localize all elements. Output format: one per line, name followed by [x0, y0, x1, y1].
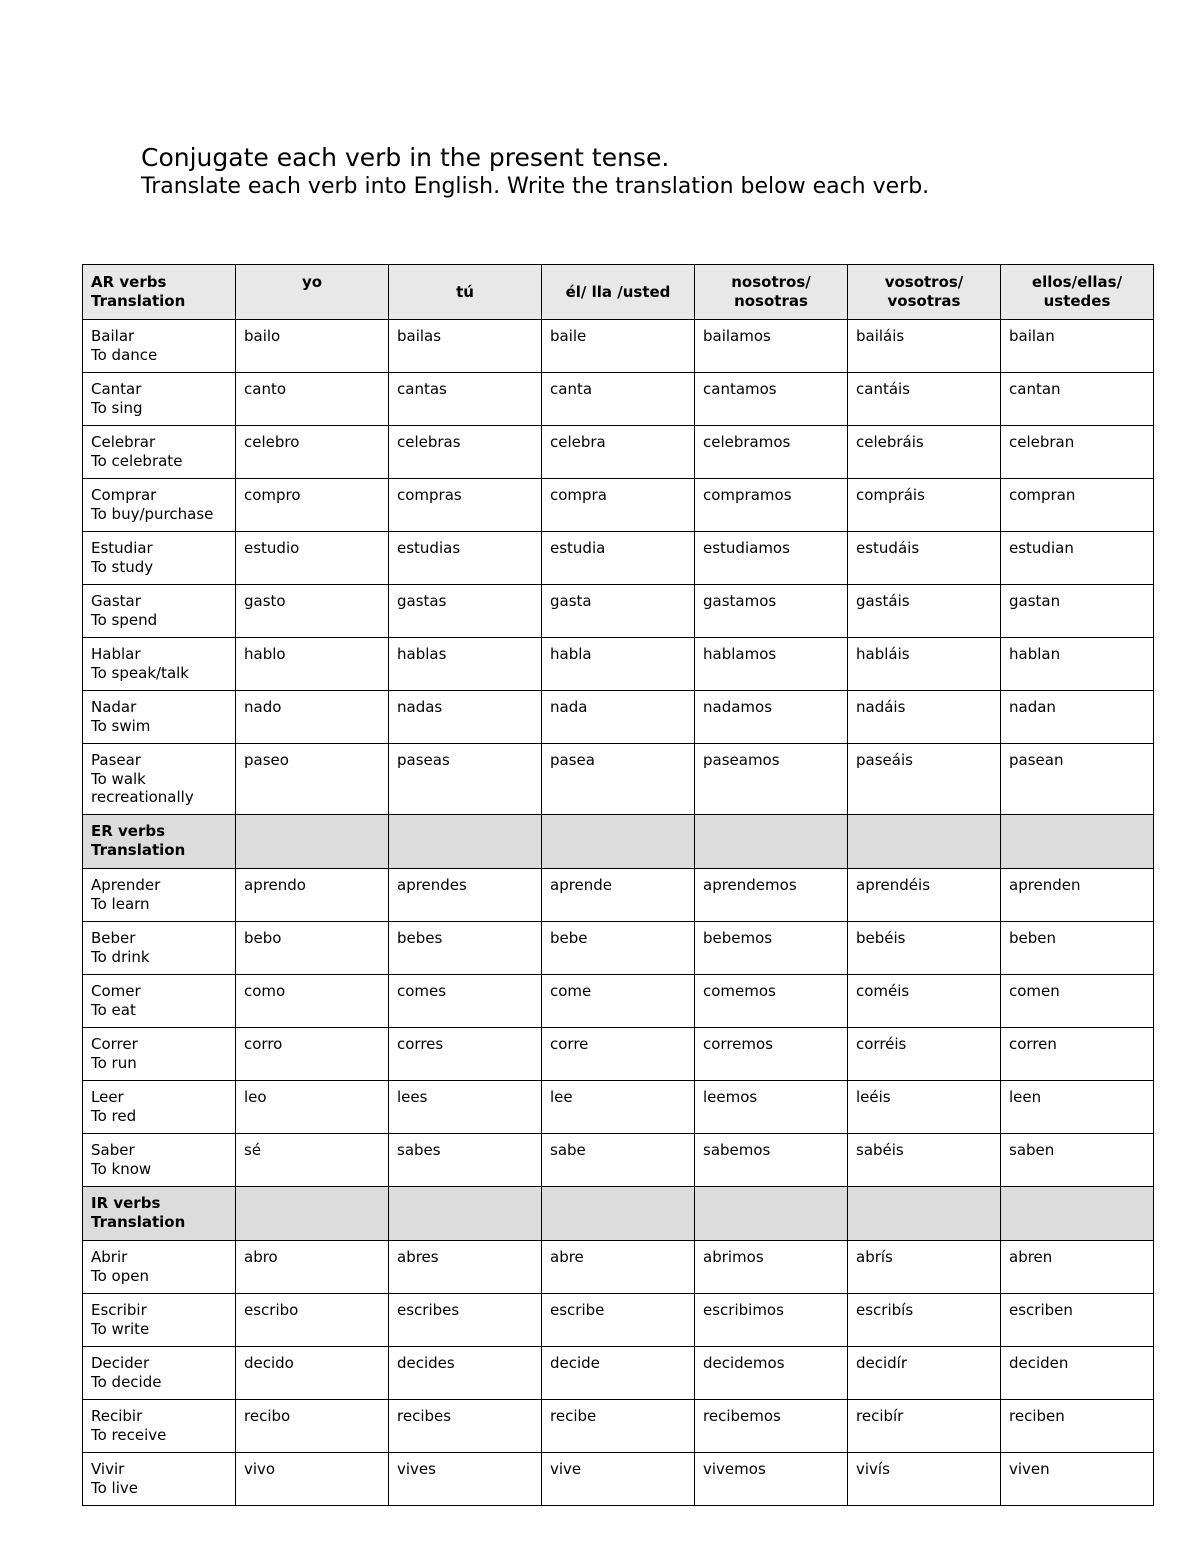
conjugation-cell: como: [236, 975, 389, 1028]
conjugation-cell: corremos: [695, 1028, 848, 1081]
conjugation-cell: recibe: [542, 1400, 695, 1453]
conjugation-cell: gasta: [542, 585, 695, 638]
verb-cell: [83, 638, 236, 691]
conjugation-cell: leo: [236, 1081, 389, 1134]
conjugation-cell: bailo: [236, 320, 389, 373]
conjugation-cell: nadan: [1001, 691, 1154, 744]
verb-cell: [83, 1081, 236, 1134]
conjugation-cell: leen: [1001, 1081, 1154, 1134]
verb-cell: [83, 1400, 236, 1453]
verb-line: To speak/talk: [91, 663, 189, 682]
conjugation-cell: corro: [236, 1028, 389, 1081]
verb-cell: [83, 869, 236, 922]
verb-line: Comprar: [91, 486, 157, 504]
verb-line: To study: [91, 557, 154, 576]
conjugation-cell: abrís: [848, 1241, 1001, 1294]
section-header-row: [83, 815, 1154, 869]
verb-line: To dance: [91, 345, 158, 364]
conjugation-cell: cantamos: [695, 373, 848, 426]
conjugation-cell: aprendemos: [695, 869, 848, 922]
table-row: [83, 1294, 1154, 1347]
conjugation-cell: bailan: [1001, 320, 1154, 373]
conjugation-cell: lee: [542, 1081, 695, 1134]
worksheet-title: Conjugate each verb in the present tense.: [141, 143, 670, 172]
section-blank-cell: [236, 815, 389, 869]
conjugation-cell: aprenden: [1001, 869, 1154, 922]
conjugation-cell: bailáis: [848, 320, 1001, 373]
conjugation-cell: aprende: [542, 869, 695, 922]
conjugation-cell: bailamos: [695, 320, 848, 373]
verb-line: To spend: [91, 610, 158, 629]
conjugation-cell: estudáis: [848, 532, 1001, 585]
verb-line: Pasear: [91, 751, 141, 769]
table-row: [83, 320, 1154, 373]
conjugation-cell: nadamos: [695, 691, 848, 744]
table-row: [83, 532, 1154, 585]
verb-line: Celebrar: [91, 433, 156, 451]
verb-line: To eat: [91, 1000, 136, 1019]
conjugation-cell: habláis: [848, 638, 1001, 691]
conjugation-table: [82, 264, 1154, 1506]
verb-line: Bailar: [91, 327, 135, 345]
conjugation-cell: recibír: [848, 1400, 1001, 1453]
conjugation-cell: saben: [1001, 1134, 1154, 1187]
conjugation-cell: compras: [389, 479, 542, 532]
table-row: [83, 1400, 1154, 1453]
worksheet-subtitle: Translate each verb into English. Write the translation below each verb.: [141, 174, 930, 199]
table-row: [83, 479, 1154, 532]
header-pronoun: [695, 265, 848, 320]
conjugation-cell: nadáis: [848, 691, 1001, 744]
conjugation-cell: corre: [542, 1028, 695, 1081]
table-row: [83, 1453, 1154, 1506]
conjugation-cell: vivo: [236, 1453, 389, 1506]
conjugation-cell: coméis: [848, 975, 1001, 1028]
section-blank-cell: [542, 1187, 695, 1241]
header-line: vosotros/: [884, 273, 964, 291]
conjugation-cell: gasto: [236, 585, 389, 638]
verb-line: Estudiar: [91, 539, 153, 557]
conjugation-cell: bebemos: [695, 922, 848, 975]
conjugation-cell: vivís: [848, 1453, 1001, 1506]
table-row: [83, 1081, 1154, 1134]
table-row: [83, 869, 1154, 922]
conjugation-cell: paseamos: [695, 744, 848, 815]
conjugation-cell: celebras: [389, 426, 542, 479]
conjugation-cell: paseas: [389, 744, 542, 815]
table-row: [83, 1347, 1154, 1400]
verb-line: To buy/purchase: [91, 504, 214, 523]
table-row: [83, 373, 1154, 426]
conjugation-cell: gastamos: [695, 585, 848, 638]
conjugation-cell: come: [542, 975, 695, 1028]
conjugation-cell: beben: [1001, 922, 1154, 975]
conjugation-cell: escribo: [236, 1294, 389, 1347]
verb-cell: [83, 373, 236, 426]
conjugation-cell: lees: [389, 1081, 542, 1134]
conjugation-cell: abre: [542, 1241, 695, 1294]
section-label-line: IR verbs: [91, 1194, 161, 1212]
conjugation-cell: canto: [236, 373, 389, 426]
table-row: [83, 691, 1154, 744]
conjugation-cell: decides: [389, 1347, 542, 1400]
verb-line: To red: [91, 1106, 137, 1125]
conjugation-cell: bebéis: [848, 922, 1001, 975]
section-label-line: Translation: [91, 840, 186, 859]
conjugation-cell: abro: [236, 1241, 389, 1294]
conjugation-cell: aprendéis: [848, 869, 1001, 922]
header-line: Translation: [91, 291, 186, 310]
conjugation-cell: nada: [542, 691, 695, 744]
table-row: [83, 975, 1154, 1028]
section-blank-cell: [848, 815, 1001, 869]
verb-line: To receive: [91, 1425, 167, 1444]
conjugation-cell: estudio: [236, 532, 389, 585]
table-row: [83, 1241, 1154, 1294]
header-line: nosotros/: [731, 273, 811, 291]
verb-line: To write: [91, 1319, 150, 1338]
conjugation-cell: nadas: [389, 691, 542, 744]
conjugation-cell: escribimos: [695, 1294, 848, 1347]
header-line: ellos/ellas/: [1031, 273, 1123, 291]
conjugation-cell: escribes: [389, 1294, 542, 1347]
conjugation-cell: leéis: [848, 1081, 1001, 1134]
conjugation-table-body: [83, 265, 1154, 1506]
verb-line: To swim: [91, 716, 151, 735]
conjugation-cell: leemos: [695, 1081, 848, 1134]
table-row: [83, 1134, 1154, 1187]
conjugation-cell: cantas: [389, 373, 542, 426]
verb-cell: [83, 1241, 236, 1294]
conjugation-cell: decidír: [848, 1347, 1001, 1400]
conjugation-cell: celebráis: [848, 426, 1001, 479]
conjugation-cell: gastas: [389, 585, 542, 638]
conjugation-cell: recibes: [389, 1400, 542, 1453]
conjugation-cell: gastan: [1001, 585, 1154, 638]
verb-line: Cantar: [91, 380, 142, 398]
section-blank-cell: [389, 815, 542, 869]
verb-cell: [83, 1134, 236, 1187]
conjugation-cell: bebes: [389, 922, 542, 975]
section-label: [83, 815, 236, 869]
conjugation-cell: nado: [236, 691, 389, 744]
table-row: [83, 922, 1154, 975]
verb-cell: [83, 1028, 236, 1081]
header-line: tú: [456, 282, 474, 301]
conjugation-cell: corren: [1001, 1028, 1154, 1081]
conjugation-cell: vivemos: [695, 1453, 848, 1506]
verb-line: Correr: [91, 1035, 138, 1053]
header-line: vosotras: [887, 291, 961, 310]
conjugation-cell: sé: [236, 1134, 389, 1187]
verb-line: To sing: [91, 398, 143, 417]
conjugation-cell: bailas: [389, 320, 542, 373]
table-row: [83, 585, 1154, 638]
conjugation-cell: escribís: [848, 1294, 1001, 1347]
verb-line: Hablar: [91, 645, 141, 663]
conjugation-cell: celebramos: [695, 426, 848, 479]
header-pronoun: [1001, 265, 1154, 320]
verb-cell: [83, 1294, 236, 1347]
section-label-line: ER verbs: [91, 822, 166, 840]
conjugation-cell: vives: [389, 1453, 542, 1506]
conjugation-cell: celebran: [1001, 426, 1154, 479]
conjugation-cell: gastáis: [848, 585, 1001, 638]
conjugation-cell: estudian: [1001, 532, 1154, 585]
verb-line: To decide: [91, 1372, 162, 1391]
conjugation-cell: estudiamos: [695, 532, 848, 585]
conjugation-cell: sabéis: [848, 1134, 1001, 1187]
verb-line: To run: [91, 1053, 137, 1072]
conjugation-cell: decido: [236, 1347, 389, 1400]
conjugation-cell: corréis: [848, 1028, 1001, 1081]
verb-line: Escribir: [91, 1301, 147, 1319]
verb-line: To walk: [91, 769, 146, 788]
conjugation-cell: compra: [542, 479, 695, 532]
table-row: [83, 744, 1154, 815]
verb-line: Aprender: [91, 876, 161, 894]
verb-cell: [83, 744, 236, 815]
verb-cell: [83, 691, 236, 744]
conjugation-cell: hablamos: [695, 638, 848, 691]
table-row: [83, 1028, 1154, 1081]
verb-cell: [83, 426, 236, 479]
conjugation-cell: compráis: [848, 479, 1001, 532]
conjugation-cell: compro: [236, 479, 389, 532]
verb-line: Decider: [91, 1354, 150, 1372]
verb-cell: [83, 1453, 236, 1506]
conjugation-cell: pasean: [1001, 744, 1154, 815]
conjugation-cell: estudia: [542, 532, 695, 585]
conjugation-cell: abren: [1001, 1241, 1154, 1294]
verb-line: To celebrate: [91, 451, 183, 470]
table-header-row: [83, 265, 1154, 320]
verb-cell: [83, 532, 236, 585]
conjugation-cell: corres: [389, 1028, 542, 1081]
conjugation-cell: vive: [542, 1453, 695, 1506]
section-label: [83, 1187, 236, 1241]
conjugation-cell: hablan: [1001, 638, 1154, 691]
verb-line: Recibir: [91, 1407, 143, 1425]
conjugation-cell: escriben: [1001, 1294, 1154, 1347]
conjugation-cell: hablas: [389, 638, 542, 691]
conjugation-cell: bebo: [236, 922, 389, 975]
verb-cell: [83, 975, 236, 1028]
section-header-row: [83, 1187, 1154, 1241]
section-blank-cell: [695, 815, 848, 869]
conjugation-cell: celebra: [542, 426, 695, 479]
section-blank-cell: [389, 1187, 542, 1241]
conjugation-cell: baile: [542, 320, 695, 373]
conjugation-cell: abres: [389, 1241, 542, 1294]
conjugation-cell: paseáis: [848, 744, 1001, 815]
conjugation-cell: recibo: [236, 1400, 389, 1453]
header-line: nosotras: [734, 291, 808, 310]
section-blank-cell: [1001, 815, 1154, 869]
conjugation-cell: celebro: [236, 426, 389, 479]
section-blank-cell: [1001, 1187, 1154, 1241]
section-blank-cell: [236, 1187, 389, 1241]
verb-cell: [83, 922, 236, 975]
conjugation-cell: viven: [1001, 1453, 1154, 1506]
verb-cell: [83, 1347, 236, 1400]
verb-line: Comer: [91, 982, 141, 1000]
verb-line: To open: [91, 1266, 149, 1285]
conjugation-cell: compramos: [695, 479, 848, 532]
verb-cell: [83, 479, 236, 532]
conjugation-cell: sabes: [389, 1134, 542, 1187]
header-line: él/ lla /usted: [565, 282, 671, 301]
conjugation-cell: hablo: [236, 638, 389, 691]
conjugation-cell: escribe: [542, 1294, 695, 1347]
verb-line: Beber: [91, 929, 136, 947]
conjugation-cell: deciden: [1001, 1347, 1154, 1400]
header-pronoun: [542, 265, 695, 320]
header-line: AR verbs: [91, 273, 167, 291]
conjugation-cell: habla: [542, 638, 695, 691]
verb-line: Abrir: [91, 1248, 128, 1266]
conjugation-cell: compran: [1001, 479, 1154, 532]
conjugation-cell: cantáis: [848, 373, 1001, 426]
conjugation-cell: aprendo: [236, 869, 389, 922]
verb-line: Vivir: [91, 1460, 125, 1478]
section-blank-cell: [848, 1187, 1001, 1241]
conjugation-cell: recibemos: [695, 1400, 848, 1453]
header-pronoun: [389, 265, 542, 320]
conjugation-cell: comemos: [695, 975, 848, 1028]
verb-cell: [83, 585, 236, 638]
section-label-line: Translation: [91, 1212, 186, 1231]
verb-cell: [83, 320, 236, 373]
verb-line: To live: [91, 1478, 138, 1497]
conjugation-cell: paseo: [236, 744, 389, 815]
verb-line: To know: [91, 1159, 152, 1178]
verb-line: To learn: [91, 894, 150, 913]
header-ar-verbs: [83, 265, 236, 320]
verb-line: Gastar: [91, 592, 141, 610]
conjugation-cell: canta: [542, 373, 695, 426]
verb-line: Leer: [91, 1088, 124, 1106]
verb-line: recreationally: [91, 788, 194, 806]
conjugation-cell: reciben: [1001, 1400, 1154, 1453]
header-line: yo: [301, 273, 323, 291]
conjugation-cell: comes: [389, 975, 542, 1028]
conjugation-cell: pasea: [542, 744, 695, 815]
header-pronoun: [848, 265, 1001, 320]
conjugation-cell: estudias: [389, 532, 542, 585]
verb-line: To drink: [91, 947, 150, 966]
conjugation-cell: aprendes: [389, 869, 542, 922]
verb-line: Nadar: [91, 698, 137, 716]
conjugation-cell: sabe: [542, 1134, 695, 1187]
worksheet-instructions: [141, 142, 929, 200]
conjugation-cell: decide: [542, 1347, 695, 1400]
header-line: ustedes: [1043, 291, 1111, 310]
section-blank-cell: [695, 1187, 848, 1241]
table-row: [83, 426, 1154, 479]
conjugation-cell: comen: [1001, 975, 1154, 1028]
conjugation-cell: abrimos: [695, 1241, 848, 1294]
conjugation-cell: sabemos: [695, 1134, 848, 1187]
table-row: [83, 638, 1154, 691]
conjugation-cell: bebe: [542, 922, 695, 975]
conjugation-cell: decidemos: [695, 1347, 848, 1400]
verb-line: Saber: [91, 1141, 135, 1159]
conjugation-cell: cantan: [1001, 373, 1154, 426]
header-pronoun: [236, 265, 389, 320]
section-blank-cell: [542, 815, 695, 869]
